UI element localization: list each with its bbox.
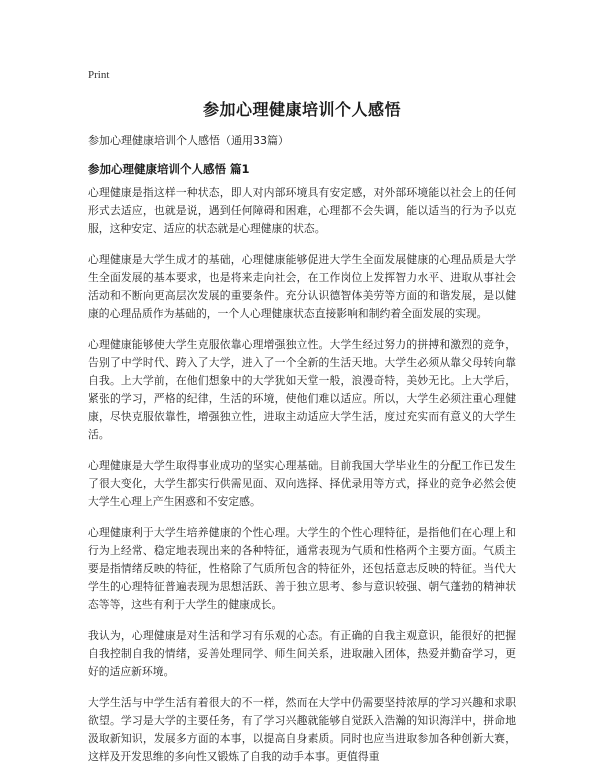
paragraph: 心理健康是大学生成才的基础，心理健康能够促进大学生全面发展健康的心理品质是大学生全面发展的基本要求，也是将来走向社会，在工作岗位上发挥智力水平、进取从事社会活动和不断向更高层次发展的重要条件。充分认识德智体美劳等方面的和谐发展，是以健康的心理品质作为基础的，一个人心理健康状态直接影响和制约着全面发展的实现。 — [88, 253, 516, 320]
paragraph: 我认为，心理健康是对生活和学习有乐观的心态。有正确的自我主观意识，能很好的把握自我控制自我的情绪，妥善处理同学、师生间关系，进取融入团体，热爱并勤奋学习，更好的适应新环境。 — [88, 629, 516, 678]
paragraph: 心理健康是大学生取得事业成功的坚实心理基础。目前我国大学毕业生的分配工作已发生了很大变化，大学生都实行供需见面、双向选择、择优录用等方式，择业的竞争必然会使大学生心理上产生困惑和不安定感。 — [88, 459, 516, 508]
paragraph: 心理健康是指这样一种状态，即人对内部环境具有安定感，对外部环境能以社会上的任何形式去适应，也就是说，遇到任何障碍和困难，心理都不会失调，能以适当的行为予以克服，这种安定、适应的状态就是心理健康的状态。 — [88, 186, 516, 235]
print-label: Print — [88, 69, 110, 81]
document-page — [88, 68, 516, 779]
document-subtitle: 参加心理健康培训个人感悟（通用33篇） — [88, 134, 289, 147]
section-heading: 参加心理健康培训个人感悟 篇1 — [88, 162, 250, 176]
paragraph: 心理健康能够使大学生克服依靠心理增强独立性。大学生经过努力的拼搏和激烈的竞争，告别了中学时代、跨入了大学，进入了一个全新的生活天地。大学生必须从靠父母转向靠自我。上大学前，在他们想象中的大学犹如天堂一般，浪漫奇特，美妙无比。上大学后，紧张的学习，严格的纪律，生活的环境，使他们难以适应。所以，大学生必须注重心理健康，尽快克服依靠性，增强独立性，进取主动适应大学生活，度过充实而有意义的大学生活。 — [88, 338, 516, 441]
paragraph: 心理健康利于大学生培养健康的个性心理。大学生的个性心理特征，是指他们在心理上和行为上经常、稳定地表现出来的各种特征，通常表现为气质和性格两个主要方面。气质主要是指情绪反映的特征，性格除了气质所包含的特征外，还包括意志反映的特征。当代大学生的心理特征普遍表现为思想活跃、善于独立思考、参与意识较强、朝气蓬勃的精神状态等等，这些有利于大学生的健康成长。 — [88, 526, 516, 611]
document-title: 参加心理健康培训个人感悟 — [202, 100, 401, 119]
paragraph-list — [88, 184, 516, 766]
paragraph: 大学生活与中学生活有着很大的不一样，然而在大学中仍需要坚持浓厚的学习兴趣和求职欲望。学习是大学的主要任务，有了学习兴趣就能够自觉跃入浩瀚的知识海洋中，拼命地汲取新知识，发展多方面的本事，以提高自身素质。同时也应当进取参加各种创新大赛，这样及开发思维的多向性又锻炼了自我的动手本事。更值得重 — [88, 696, 516, 763]
